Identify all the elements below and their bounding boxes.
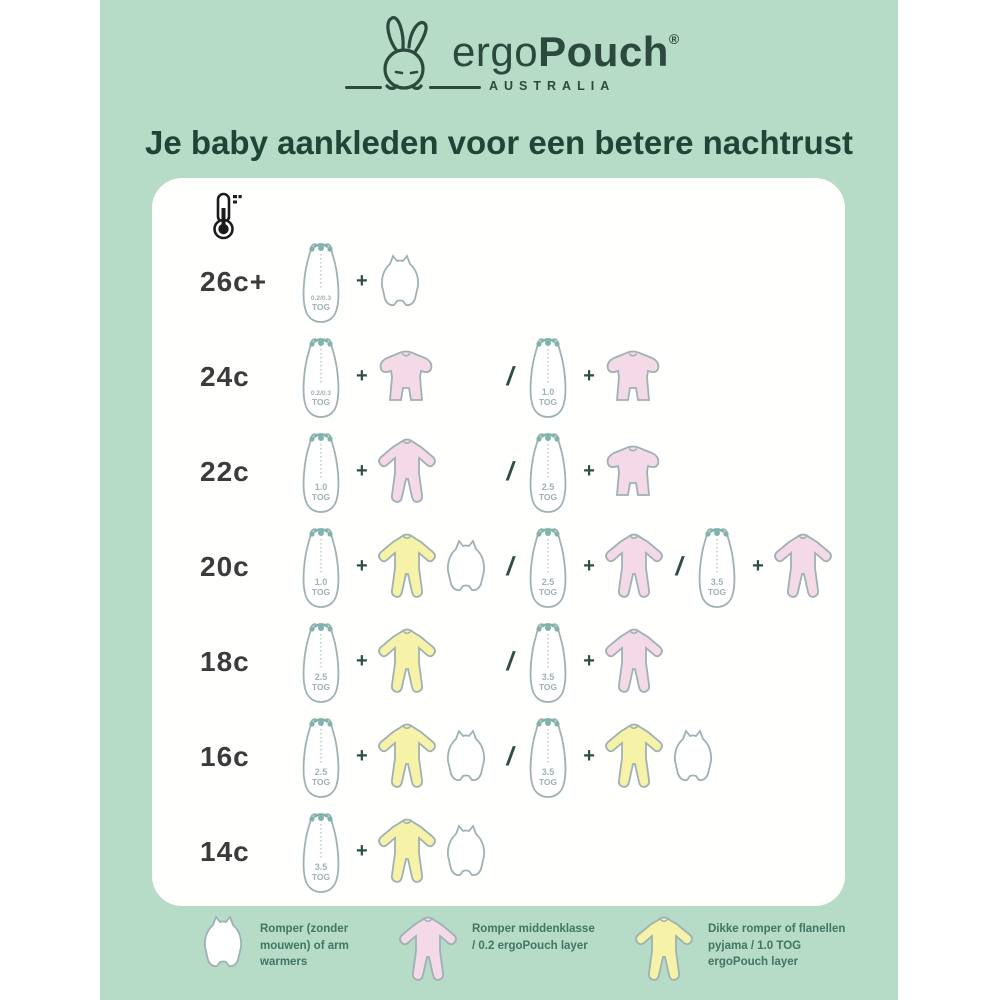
option-divider: / [504, 456, 517, 486]
temperature-row [152, 709, 845, 804]
option-divider: / [673, 551, 686, 581]
plus-symbol: + [356, 555, 368, 577]
plus-symbol: + [356, 460, 368, 482]
legend-item [394, 913, 600, 987]
clothing-option [297, 810, 497, 894]
footed-pajama-yellow-icon [375, 625, 439, 699]
bunny-logo-icon [363, 14, 445, 95]
footed-pajama-yellow-icon [375, 815, 439, 889]
svg-text:TOG: TOG [311, 871, 331, 882]
footed-pajama-pink-icon [602, 625, 666, 699]
sleeping-bag-icon [297, 335, 345, 419]
temperature-label: 14c [200, 835, 250, 867]
svg-text:TOG: TOG [311, 491, 331, 502]
temperature-label: 26c+ [200, 265, 268, 297]
short-sleeve-romper-icon [602, 442, 664, 502]
legend-item-label: Romper middenklasse / 0.2 ergoPouch layer [472, 923, 595, 952]
option-divider: / [504, 551, 517, 581]
chart-rows [152, 234, 845, 899]
footed-pajama-yellow-icon [375, 720, 439, 794]
sleeping-bag-icon [524, 335, 572, 419]
legend-item [630, 913, 860, 987]
svg-text:TOG: TOG [539, 681, 558, 692]
plus-symbol: + [356, 365, 368, 387]
sleeveless-romper-icon [441, 537, 491, 597]
temperature-row [152, 519, 845, 614]
option-divider: / [504, 361, 517, 391]
clothing-option [524, 715, 718, 799]
legend-item-label: Dikke romper of flanellen pyjama / 1.0 TOG ergoPouch layer [708, 923, 846, 969]
svg-text:1.0: 1.0 [541, 386, 555, 397]
svg-text:2.5: 2.5 [314, 671, 328, 682]
clothing-option [693, 525, 835, 609]
brand-wordmark [452, 28, 680, 76]
clothing-option [297, 430, 497, 514]
svg-text:2.5: 2.5 [541, 576, 555, 587]
plus-symbol: + [583, 365, 595, 387]
svg-text:TOG: TOG [311, 396, 331, 407]
temperature-row [152, 614, 845, 709]
footed-pajama-yellow-icon [602, 720, 666, 794]
svg-text:2.5: 2.5 [314, 766, 328, 777]
temperature-chart-card [152, 178, 845, 906]
option-divider: / [504, 741, 517, 771]
svg-text:2.5: 2.5 [541, 481, 555, 492]
page-title: Je baby aankleden voor een betere nachtrust [145, 124, 853, 161]
plus-symbol: + [356, 270, 368, 292]
temperature-row [152, 234, 845, 329]
svg-text:3.5: 3.5 [314, 861, 328, 872]
sleeping-bag-icon [524, 430, 572, 514]
svg-text:TOG: TOG [311, 776, 331, 787]
plus-symbol: + [356, 745, 368, 767]
temperature-row [152, 804, 845, 899]
clothing-option [297, 525, 497, 609]
sleeping-bag-icon [297, 715, 345, 799]
sleeping-bag-icon [297, 525, 345, 609]
plus-symbol: + [752, 555, 764, 577]
svg-text:3.5: 3.5 [710, 576, 724, 587]
plus-symbol: + [583, 745, 595, 767]
clothing-option [524, 430, 664, 514]
sleeveless-romper-icon [375, 252, 425, 312]
clothing-option [297, 240, 497, 324]
svg-text:TOG: TOG [539, 396, 558, 407]
plus-symbol: + [356, 840, 368, 862]
footed-pajama-pink-icon [602, 530, 666, 604]
svg-text:TOG: TOG [539, 491, 558, 502]
footed-pajama-yellow-icon [632, 913, 696, 987]
sleeping-bag-icon [297, 620, 345, 704]
plus-symbol: + [356, 650, 368, 672]
temperature-label: 24c [200, 360, 250, 392]
svg-text:3.5: 3.5 [541, 671, 555, 682]
sleeping-bag-icon [297, 240, 345, 324]
svg-text:TOG: TOG [539, 586, 558, 597]
sleeveless-romper-icon [198, 913, 248, 973]
sleeping-bag-icon [524, 715, 572, 799]
footed-pajama-pink-icon [771, 530, 835, 604]
legend-item [196, 913, 364, 987]
plus-symbol: + [583, 460, 595, 482]
brand-light: ergo [452, 28, 539, 75]
clothing-option [524, 525, 666, 609]
footed-pajama-pink-icon [396, 913, 460, 987]
svg-text:TOG: TOG [311, 586, 331, 597]
clothing-option [524, 620, 666, 704]
sleeping-bag-icon [693, 525, 741, 609]
footed-pajama-yellow-icon [375, 530, 439, 604]
option-divider: / [504, 646, 517, 676]
svg-text:TOG: TOG [539, 776, 558, 787]
svg-text:1.0: 1.0 [314, 576, 328, 587]
sleeveless-romper-icon [668, 727, 718, 787]
brand-subtitle: AUSTRALIA [489, 79, 616, 93]
svg-text:0.2/0.3: 0.2/0.3 [310, 389, 332, 397]
registered-mark: ® [668, 31, 680, 47]
svg-text:3.5: 3.5 [541, 766, 555, 777]
svg-text:0.2/0.3: 0.2/0.3 [310, 294, 332, 302]
clothing-option [297, 715, 497, 799]
legend-item-label: Romper (zonder mouwen) of arm warmers [260, 923, 349, 969]
temperature-row [152, 329, 845, 424]
sleeveless-romper-icon [441, 727, 491, 787]
svg-text:TOG: TOG [708, 586, 727, 597]
svg-text:TOG: TOG [311, 301, 331, 312]
plus-symbol: + [583, 650, 595, 672]
svg-text:1.0: 1.0 [314, 481, 328, 492]
footed-pajama-pink-icon [375, 435, 439, 509]
sleeping-bag-icon [524, 620, 572, 704]
temperature-label: 22c [200, 455, 250, 487]
sleeping-bag-icon [524, 525, 572, 609]
svg-text:TOG: TOG [311, 681, 331, 692]
short-sleeve-romper-icon [602, 347, 664, 407]
temperature-label: 18c [200, 645, 250, 677]
sleeping-bag-icon [297, 810, 345, 894]
brand-bold: Pouch [538, 28, 669, 75]
clothing-option [297, 620, 497, 704]
temperature-label: 20c [200, 550, 250, 582]
legend [100, 913, 898, 987]
clothing-option [297, 335, 497, 419]
temperature-row [152, 424, 845, 519]
temperature-label: 16c [200, 740, 250, 772]
plus-symbol: + [583, 555, 595, 577]
short-sleeve-romper-icon [375, 347, 437, 407]
clothing-option [524, 335, 664, 419]
sleeping-bag-icon [297, 430, 345, 514]
sleeveless-romper-icon [441, 822, 491, 882]
